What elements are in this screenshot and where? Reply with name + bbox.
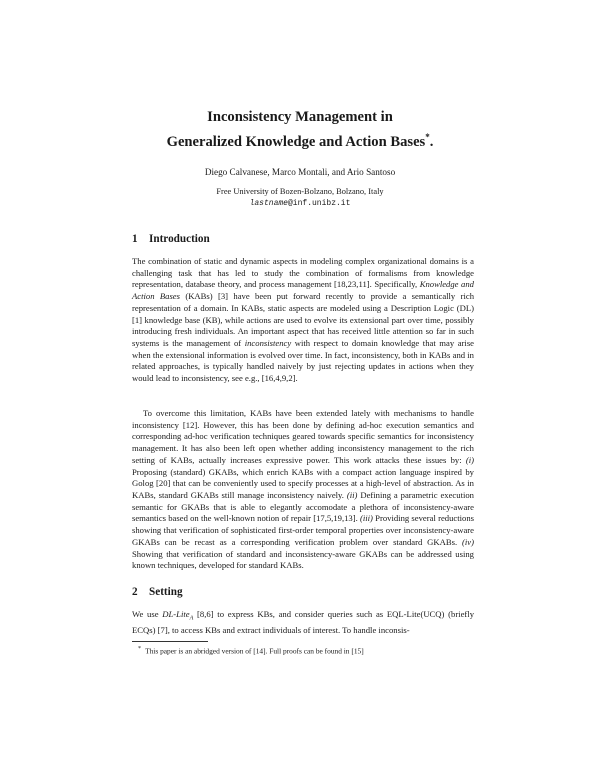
- text-run: Defining a parametric execution semantic for GKABs that is able to elegantly accomodate a plethora of inconsistency-aware semantics based on the well-known notion of repair [17,5,19,13].: [132, 490, 474, 524]
- intro-paragraph-2: [132, 408, 474, 572]
- text-run: We use: [132, 609, 163, 619]
- authors: Diego Calvanese, Marco Montali, and Ario Santoso: [204, 167, 396, 177]
- section-number: 2: [132, 586, 138, 598]
- paper-title: [0, 107, 600, 152]
- enum-label: (i): [465, 454, 474, 465]
- kab-term: Knowledge and Action Bases: [132, 279, 474, 302]
- footnote-text: This paper is an abridged version of [14]. Full proofs can be found in [15]: [145, 646, 364, 656]
- text-run: Showing that verification of standard and inconsistency-aware GKABs can be addressed using known techniques, developed for standard KABs.: [132, 548, 474, 571]
- text-run: with respect to domain knowledge that may arise when the extensional information is evolved over time. In fact, inconsistency, both in KABs and in related approaches, is typically handled naively by just rejecting updates in actions when they would lead to inconsistency, see e.g., [16,4,9,2].: [132, 338, 474, 384]
- email[interactable]: [0, 198, 600, 210]
- section-heading-setting: [132, 586, 183, 598]
- title-footnote-mark[interactable]: *: [425, 132, 430, 142]
- text-run: [8,6] to express KBs, and consider queries such as EQL-Lite(UCQ) (briefly ECQs) [7], to access KBs and extract individuals of interest. To handle inconsis-: [132, 609, 475, 636]
- setting-paragraph-1: [132, 609, 474, 637]
- dl-lite-subscript: A: [189, 615, 194, 622]
- institution: Free University of Bozen-Bolzano, Bolzano, Italy: [216, 187, 384, 196]
- section-number: 1: [132, 233, 138, 245]
- email-domain: @inf.unibz.it: [287, 199, 351, 208]
- affiliation: [0, 186, 600, 210]
- enum-label: (ii): [346, 490, 358, 501]
- text-run: Proposing (standard) GKABs, which enrich KABs with a compact action language inspired by Golog [20] that can be conveniently used to specify processes at a high-level of abstraction. As in KABs, standard GKABs still manage inconsistency naively.: [132, 466, 474, 501]
- enum-label: (iv): [462, 536, 474, 547]
- title-line-2: [0, 127, 600, 152]
- section-title: Setting: [149, 586, 183, 598]
- text-run: To overcome this limitation, KABs have been extended lately with mechanisms to handle inconsistency [12]. However, this has been done by defining ad-hoc execution semantics and corresponding ad-hoc verification techniques geared towards specific semantics for inconsistency management. It has also been left open whether adding inconsistency management to the rich setting of KABs, actually increases expressive power. This work attacks these issues by:: [132, 408, 474, 465]
- title-line-1: Inconsistency Management in: [207, 109, 393, 125]
- text-run: Providing several reductions showing that verification of sophisticated first-order temporal properties over inconsistency-aware GKABs can be recast as a corresponding verification problem over standard GKABs.: [132, 513, 475, 547]
- intro-paragraph-1: [132, 256, 474, 385]
- dl-lite-term: DL-Lite: [162, 609, 190, 619]
- section-title: Introduction: [149, 233, 210, 245]
- title-end: .: [429, 133, 434, 150]
- footnote: [132, 644, 474, 656]
- footnote-mark: *: [138, 646, 142, 652]
- section-heading-introduction: [132, 233, 210, 245]
- inconsistency-term: inconsistency: [244, 338, 292, 349]
- enum-label: (iii): [360, 513, 373, 524]
- text-run: The combination of static and dynamic aspects in modeling complex organizational domains is a challenging task that has led to study the combination of formalisms from knowledge representation, database theory, and process management [18,23,11]. Specifically,: [132, 256, 474, 290]
- email-user: lastname: [249, 199, 288, 208]
- footnote-rule: [132, 641, 208, 642]
- text-run: (KABs) [3] have been put forward recently to provide a semantically rich representation of a domain. In KABs, static aspects are modeled using a Description Logic (DL) [1] knowledge base (KB), while actions are used to evolve its extensional part over time, possibly introducing fresh individuals. An important aspect that has received little attention so far in such systems is the management of: [132, 291, 475, 349]
- title-line-2-text: Generalized Knowledge and Action Bases: [166, 133, 426, 150]
